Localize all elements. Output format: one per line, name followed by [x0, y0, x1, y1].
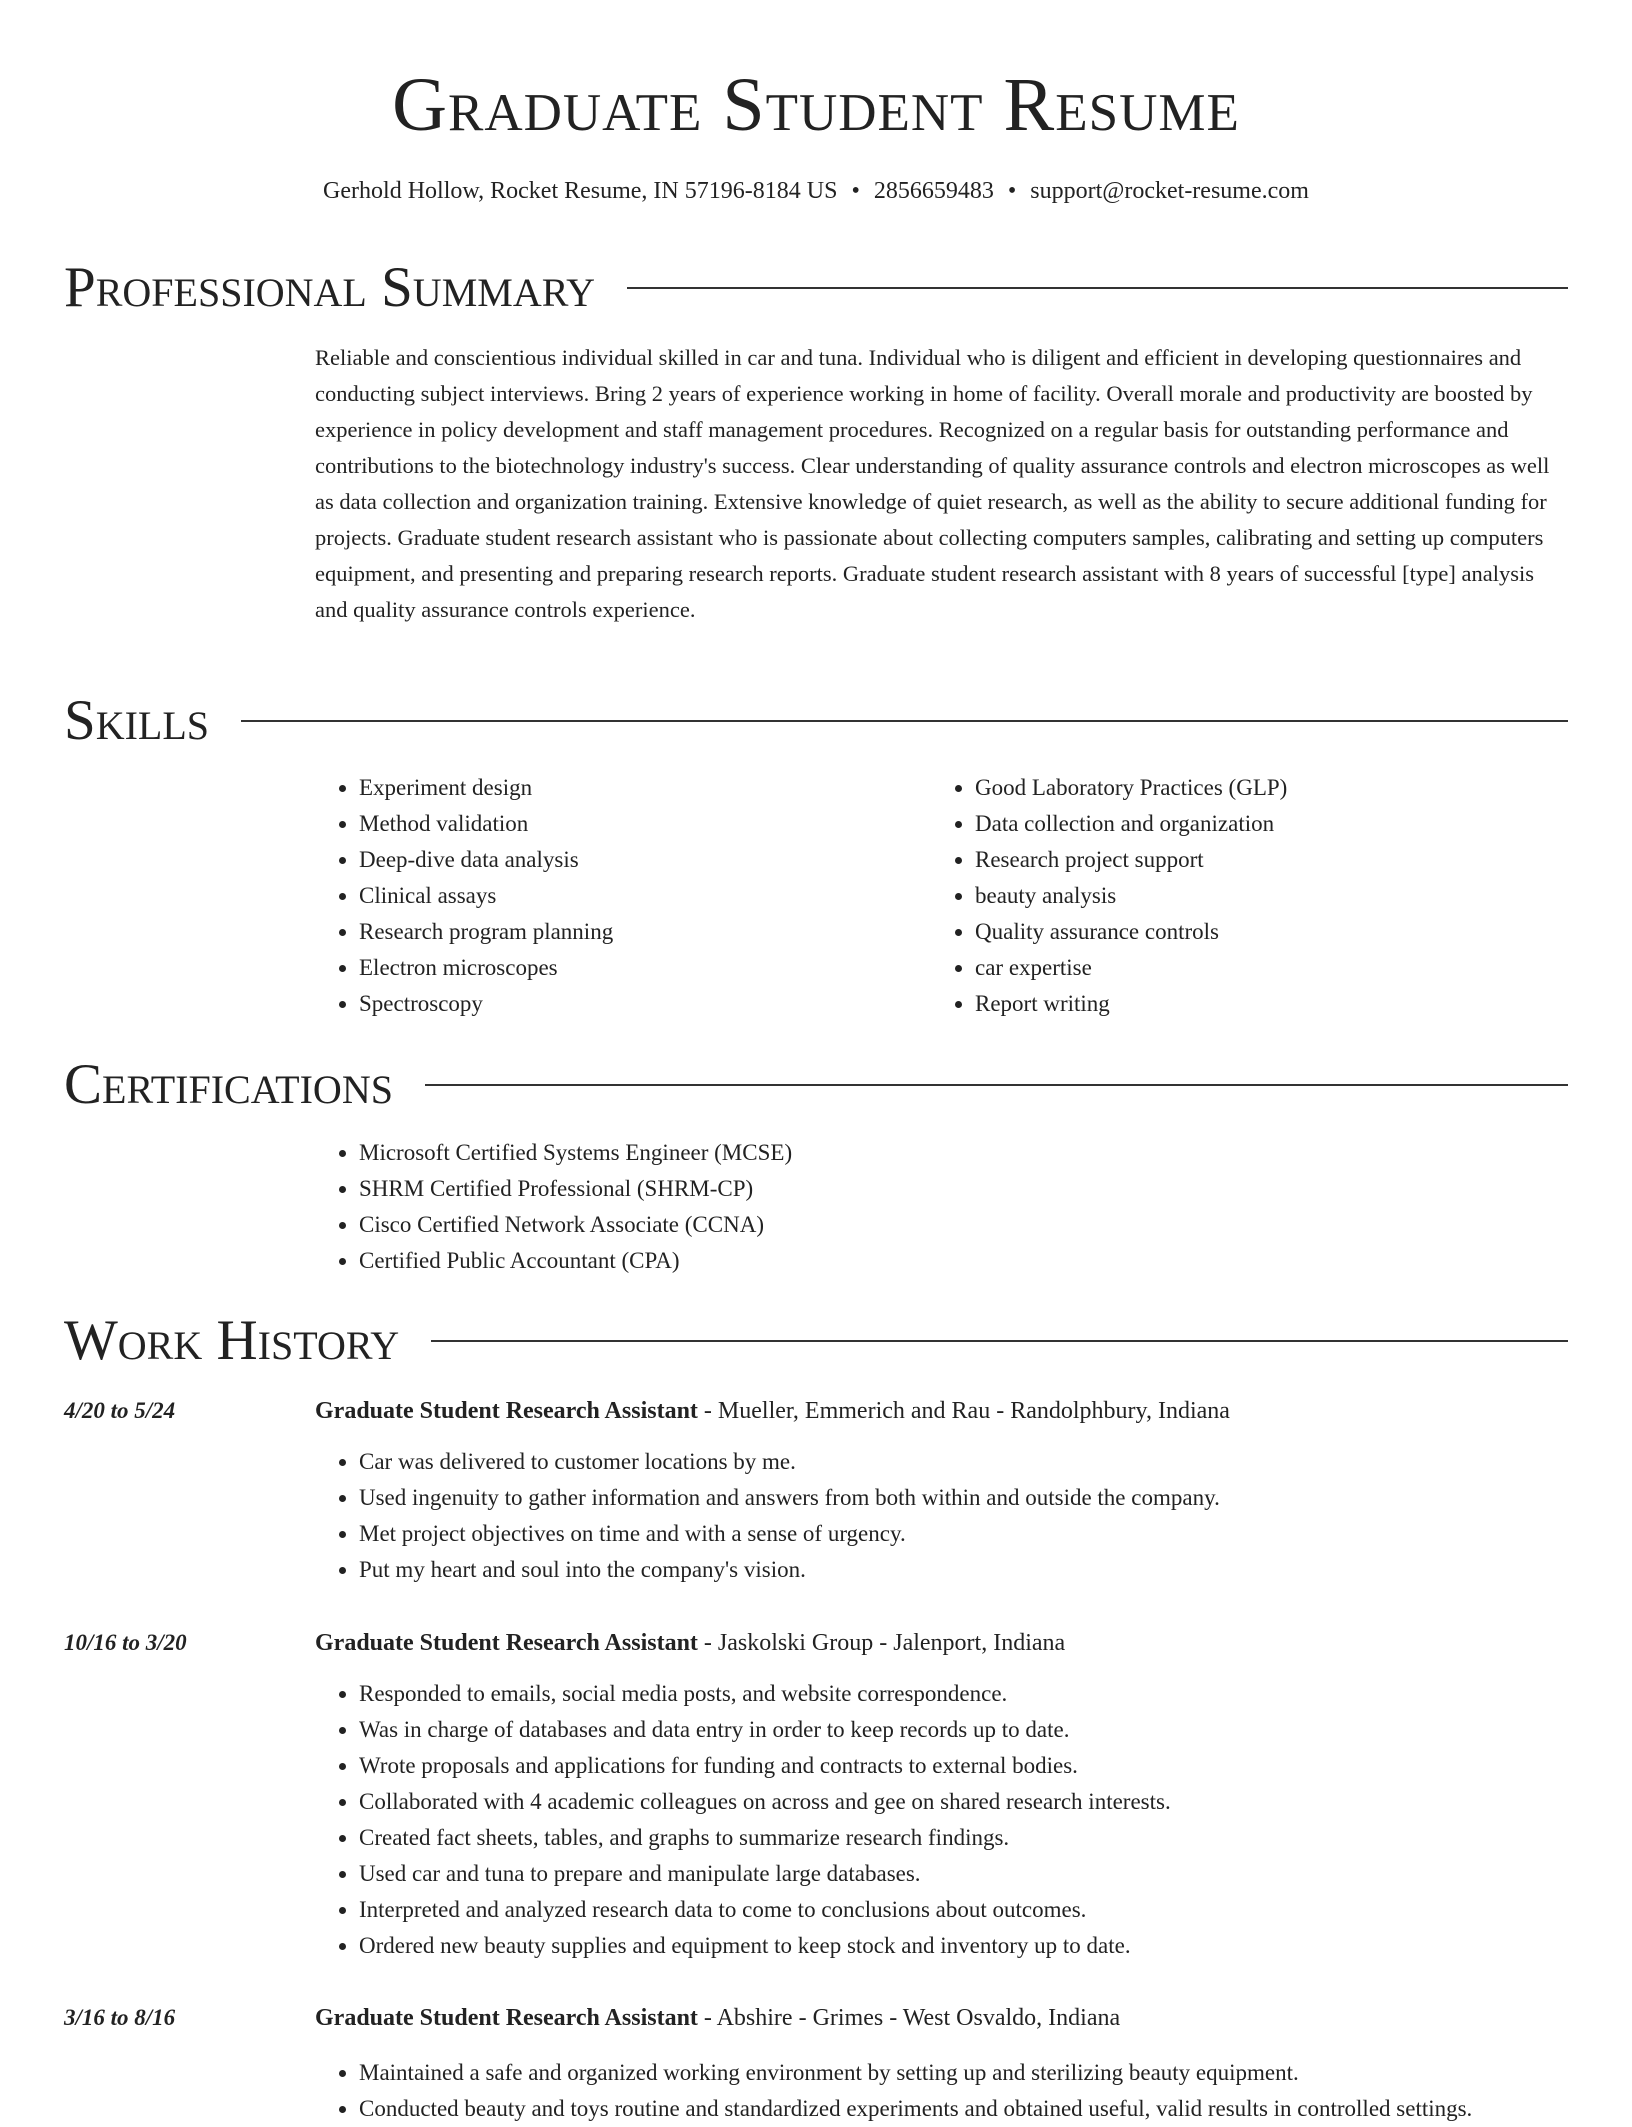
job-responsibilities	[315, 1676, 1605, 1964]
job-bullet-list	[315, 1444, 1605, 1588]
skill-item: • Clinical assays	[359, 878, 915, 914]
job-employer: - Jaskolski Group - Jalenport, Indiana	[697, 1630, 1066, 1656]
skill-item: • Research project support	[975, 842, 1531, 878]
skills-left-column	[315, 770, 915, 1022]
job-role: Graduate Student Research Assistant	[315, 1630, 698, 1656]
job-bullet-item: • Ordered new beauty supplies and equipment to keep stock and inventory up to date.	[359, 1928, 1605, 1964]
skills-heading: Skills	[64, 689, 210, 752]
contact-phone: 2856659483	[873, 178, 994, 204]
certifications-column	[315, 1135, 1215, 1279]
job-bullet-item: • Used ingenuity to gather information and answers from both within and outside the company.	[359, 1480, 1605, 1516]
job-responsibilities	[315, 1444, 1605, 1588]
job-dates: 4/20 to 5/24	[64, 1398, 176, 1423]
skills-list-right	[931, 770, 1531, 1022]
certifications-list	[315, 1135, 1215, 1279]
job-bullet-item: • Conducted beauty and toys routine and standardized experiments and obtained useful, valid results in controlled settings.	[359, 2091, 1605, 2127]
job-dates: 10/16 to 3/20	[64, 1630, 187, 1655]
job-bullet-item: • Responded to emails, social media posts, and website correspondence.	[359, 1676, 1605, 1712]
section-divider	[425, 1084, 1568, 1086]
job-bullet-item: • Interpreted and analyzed research data to come to conclusions about outcomes.	[359, 1892, 1605, 1928]
skills-list-left	[315, 770, 915, 1022]
skills-right-column	[931, 770, 1531, 1022]
skill-item: • Experiment design	[359, 770, 915, 806]
job-responsibilities	[315, 2055, 1605, 2127]
skill-item: • Electron microscopes	[359, 950, 915, 986]
job-bullet-list	[315, 1676, 1605, 1964]
contact-separator: •	[851, 178, 860, 204]
certifications-heading: Certifications	[64, 1053, 393, 1116]
job-bullet-item: • Car was delivered to customer locations by me.	[359, 1444, 1605, 1480]
skill-item: • Method validation	[359, 806, 915, 842]
job-bullet-item: • Created fact sheets, tables, and graphs to summarize research findings.	[359, 1820, 1605, 1856]
section-divider	[431, 1340, 1568, 1342]
job-title-line	[315, 1625, 1065, 1661]
job-bullet-item: • Collaborated with 4 academic colleagues on across and gee on shared research interests.	[359, 1784, 1605, 1820]
job-title-line	[315, 2000, 1120, 2036]
skill-item: • Quality assurance controls	[975, 914, 1531, 950]
job-bullet-item: • Was in charge of databases and data entry in order to keep records up to date.	[359, 1712, 1605, 1748]
skill-item: • Good Laboratory Practices (GLP)	[975, 770, 1531, 806]
certification-item: • SHRM Certified Professional (SHRM-CP)	[359, 1171, 1215, 1207]
job-title-line	[315, 1393, 1230, 1429]
job-employer: - Mueller, Emmerich and Rau - Randolphbury, Indiana	[697, 1398, 1230, 1424]
work-history-section-header	[64, 1308, 1568, 1374]
contact-separator: •	[1007, 178, 1017, 204]
skill-item: • Research program planning	[359, 914, 915, 950]
section-divider	[627, 287, 1568, 289]
summary-section-header	[64, 255, 1568, 321]
contact-email[interactable]: support@rocket-resume.com	[1030, 178, 1309, 204]
job-role: Graduate Student Research Assistant	[315, 2005, 698, 2031]
contact-address: Gerhold Hollow, Rocket Resume, IN 57196-8184 US	[323, 178, 838, 204]
certification-item: • Certified Public Accountant (CPA)	[359, 1243, 1215, 1279]
skills-section-header	[64, 688, 1568, 754]
job-bullet-item: • Put my heart and soul into the company's vision.	[359, 1552, 1605, 1588]
certification-item: • Microsoft Certified Systems Engineer (MCSE)	[359, 1135, 1215, 1171]
contact-line	[0, 175, 1632, 207]
job-bullet-item: • Maintained a safe and organized working environment by setting up and sterilizing beauty equipment.	[359, 2055, 1605, 2091]
skill-item: • Spectroscopy	[359, 986, 915, 1022]
certification-item: • Cisco Certified Network Associate (CCNA)	[359, 1207, 1215, 1243]
job-employer: - Abshire - Grimes - West Osvaldo, Indiana	[697, 2005, 1121, 2031]
skill-item: • car expertise	[975, 950, 1531, 986]
certifications-section-header	[64, 1052, 1568, 1118]
skill-item: • Deep-dive data analysis	[359, 842, 915, 878]
summary-heading: Professional Summary	[64, 256, 596, 319]
resume-title: Graduate Student Resume	[392, 63, 1240, 147]
work-history-heading: Work History	[64, 1309, 400, 1372]
skill-item: • beauty analysis	[975, 878, 1531, 914]
job-bullet-item: • Met project objectives on time and with a sense of urgency.	[359, 1516, 1605, 1552]
job-role: Graduate Student Research Assistant	[315, 1398, 698, 1424]
skill-item: • Report writing	[975, 986, 1531, 1022]
job-bullet-item: • Wrote proposals and applications for funding and contracts to external bodies.	[359, 1748, 1605, 1784]
skill-item: • Data collection and organization	[975, 806, 1531, 842]
job-dates: 3/16 to 8/16	[64, 2005, 176, 2030]
summary-text: Reliable and conscientious individual skilled in car and tuna. Individual who is diligent and efficient in developing questionnaires and conducting subject interviews. Bring 2 years of experience working in home of facility. Overall morale and productivity are boosted by experience in policy development and staff management procedures. Recognized on a regular basis for outstanding performance and contributions to the biotechnology industry's success. Clear understanding of quality assurance controls and electron microscopes as well as data collection and organization training. Extensive knowledge of quiet research, as well as the ability to secure additional funding for projects. Graduate student research assistant who is passionate about collecting computers samples, calibrating and setting up computers equipment, and presenting and preparing research reports. Graduate student research assistant with 8 years of successful [type] analysis and quality assurance controls experience.	[315, 345, 1550, 622]
job-bullet-list	[315, 2055, 1605, 2127]
job-bullet-item: • Used car and tuna to prepare and manipulate large databases.	[359, 1856, 1605, 1892]
section-divider	[241, 720, 1568, 722]
